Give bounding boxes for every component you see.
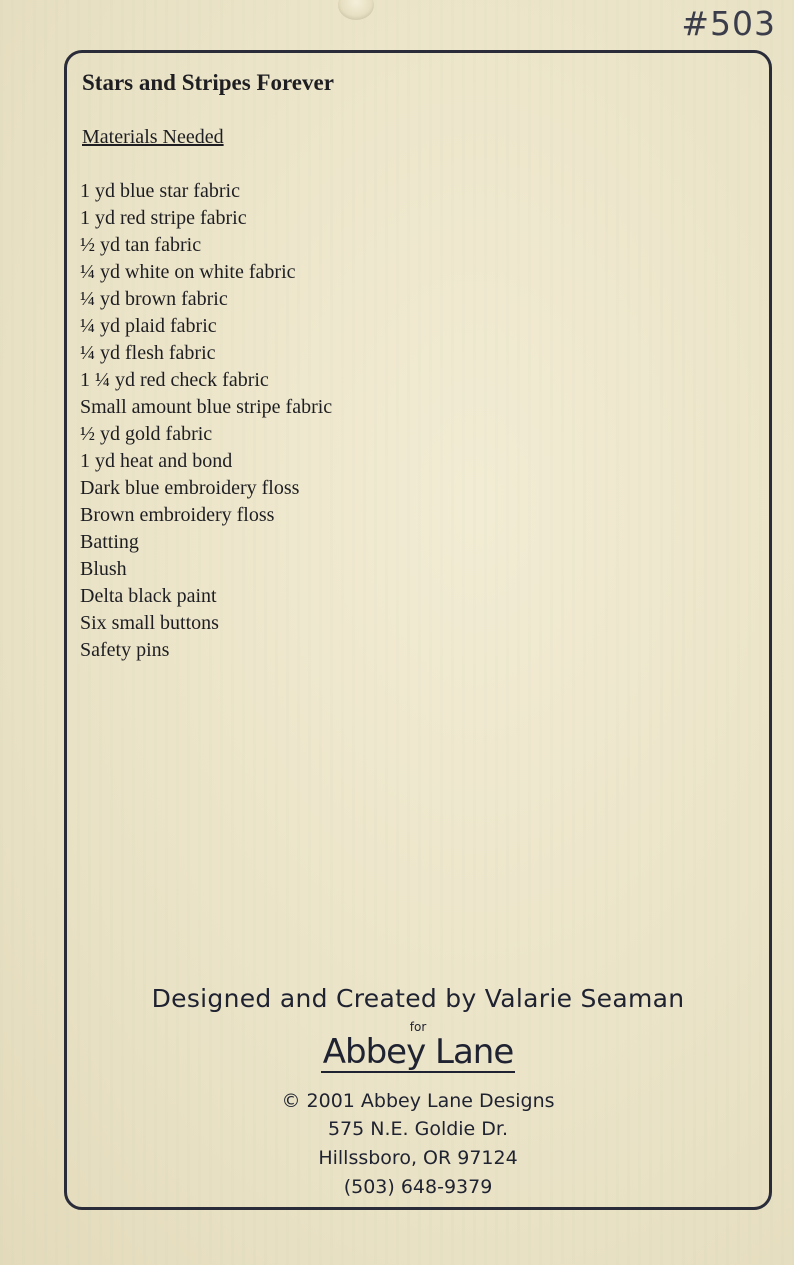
list-item: ¼ yd brown fabric [80,288,228,310]
phone-number: (503) 648-9379 [343,1176,493,1198]
materials-heading: Materials Needed [82,126,224,148]
address-street: 575 N.E. Goldie Dr. [327,1118,509,1140]
list-item: Dark blue embroidery floss [80,477,300,499]
list-item: ¼ yd flesh fabric [80,342,216,364]
list-item: ½ yd gold fabric [80,423,213,445]
address-city: Hillssboro, OR 97124 [318,1147,518,1169]
pattern-title: Stars and Stripes Forever [82,70,334,95]
brand-logo [64,1032,772,1073]
list-item: Six small buttons [80,612,219,634]
list-item: Safety pins [80,639,170,661]
list-item: 1 ¼ yd red check fabric [80,369,269,391]
list-item: ¼ yd white on white fabric [80,261,296,283]
list-item: 1 yd heat and bond [80,450,233,472]
pattern-number: #503 [681,4,776,43]
list-item: 1 yd red stripe fabric [80,207,247,229]
list-item: ½ yd tan fabric [80,234,202,256]
list-item: Brown embroidery floss [80,504,275,526]
designer-credit: Designed and Created by Valarie Seaman [151,984,685,1013]
list-item: ¼ yd plaid fabric [80,315,217,337]
list-item: 1 yd blue star fabric [80,180,240,202]
list-item: Blush [80,558,127,580]
list-item: Small amount blue stripe fabric [80,396,333,418]
materials-list [80,178,332,664]
list-item: Delta black paint [80,585,217,607]
punch-hole [338,0,374,20]
brand-name: Abbey Lane [322,1032,514,1072]
copyright-line: © 2001 Abbey Lane Designs [281,1090,555,1112]
list-item: Batting [80,531,139,553]
for-label: for [409,1020,427,1034]
